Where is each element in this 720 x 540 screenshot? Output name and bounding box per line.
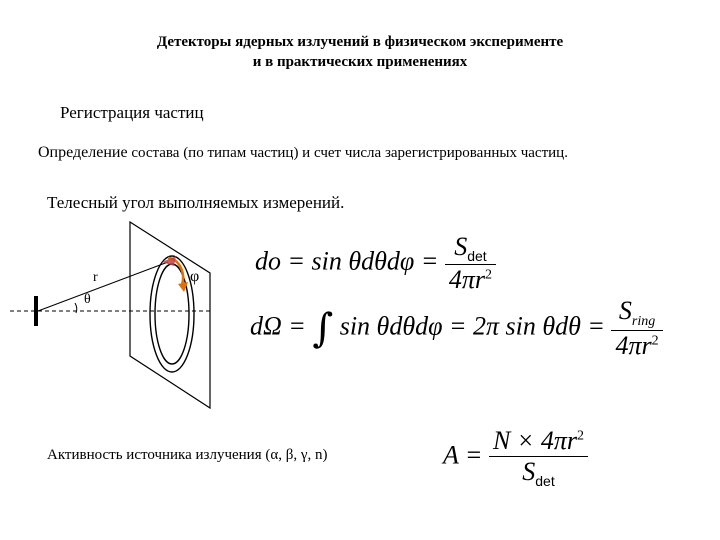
definition-word: Определение (38, 144, 128, 161)
equation-domega (250, 296, 663, 361)
equation-do (255, 232, 496, 295)
detector-plane (130, 222, 210, 408)
source-bar (34, 296, 38, 326)
radius-line (38, 262, 168, 311)
activity-label: Активность источника излучения (α, β, γ, n) (47, 447, 328, 463)
eq2-lhs: dΩ = (250, 311, 306, 341)
label-phi: φ (190, 268, 200, 285)
eq2-mid: sin θdθdφ = 2π sin θdθ = (339, 311, 605, 341)
eq3-lhs: A = (443, 440, 483, 470)
eq1-lhs: do = sin θdθdφ = (255, 246, 439, 276)
equation-activity (443, 426, 588, 489)
ring-outer (150, 256, 194, 372)
integral-sign: ∫ (312, 305, 334, 352)
title-line-1: Детекторы ядерных излучений в физическом эксперименте (156, 34, 564, 50)
label-r: r (93, 270, 98, 285)
section-registration: Регистрация частиц (60, 103, 204, 122)
eq2-fraction: $\frac{S_{ring}}{4\pi r^2}$ (611, 296, 662, 361)
definition-rest: состава (по типам частиц) и счет числа зарегистрированных частиц. (127, 145, 568, 161)
title-line-2: и в практических применениях (252, 54, 468, 70)
label-theta: θ (84, 292, 91, 307)
eq1-fraction: $\frac{S_{det}}{4\pi r^2}$ (445, 232, 496, 295)
solid-angle-heading: Телесный угол выполняемых измерений. (47, 193, 345, 212)
eq3-fraction: $\frac{N \times 4\pi r^2}{S_{det}}$ (489, 426, 588, 489)
definition-line (38, 144, 568, 162)
solid-angle-diagram (0, 210, 240, 420)
